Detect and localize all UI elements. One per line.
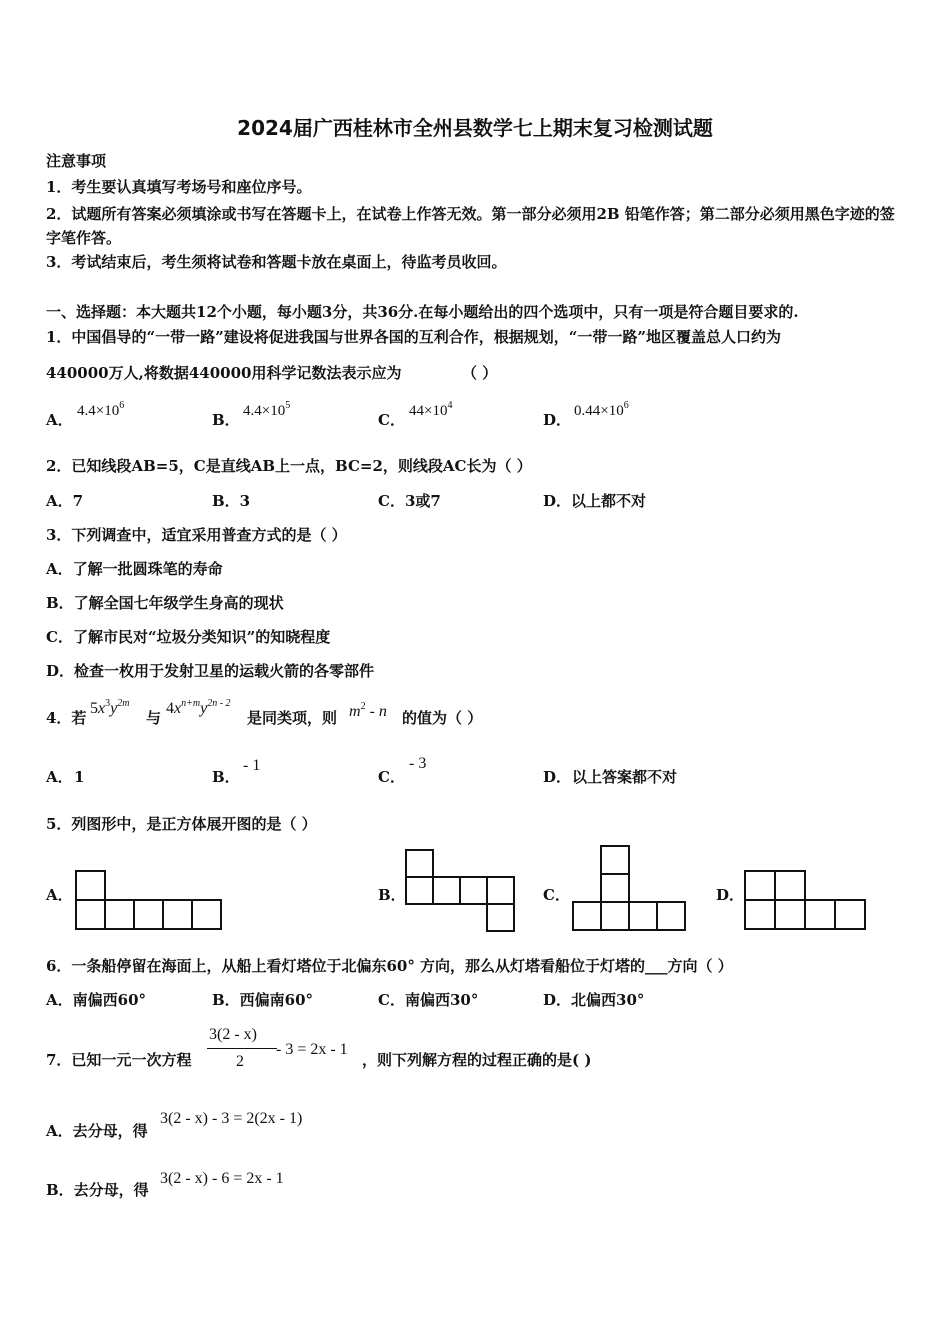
- q1-option-a-label: A．: [46, 411, 73, 429]
- q7-option-a-expr: 3(2 - x) - 3 = 2(2x - 1): [160, 1110, 303, 1127]
- q6-option-a: A．南偏西60°: [46, 991, 147, 1009]
- q5-option-c-net: [571, 844, 689, 934]
- q5-option-a-label: A．: [46, 886, 73, 904]
- q7-suffix: ，则下列解方程的过程正确的是( ): [362, 1051, 592, 1069]
- q2-option-c: C．3或7: [378, 492, 441, 510]
- q5-option-b-label: B．: [378, 886, 406, 904]
- section-heading: 一、选择题：本大题共12个小题，每小题3分，共36分.在每小题给出的四个选项中，只有一项是符合题目要求的.: [46, 303, 799, 321]
- q2-option-a: A．7: [46, 492, 84, 510]
- q4-option-a: 1: [74, 768, 85, 786]
- q6-option-d: D．北偏西30°: [543, 991, 645, 1009]
- q4-prefix: 4．若: [46, 709, 87, 727]
- q1-option-d: $0.44\times 10^6$: [574, 400, 629, 419]
- q4-option-d-label: D．: [543, 768, 572, 786]
- q4-option-b: - 1: [243, 757, 261, 774]
- q7-numerator: 3(2 - x): [209, 1026, 257, 1043]
- q5-option-a-net: [74, 868, 226, 932]
- q6-stem: 6．一条船停留在海面上，从船上看灯塔位于北偏东60° 方向，那么从灯塔看船位于灯塔的___方向（ ）: [46, 957, 733, 975]
- q4-mid: 与: [146, 709, 162, 727]
- q4-suffix: 的值为（ ）: [402, 709, 483, 727]
- q4-option-b-label: B．: [212, 768, 240, 786]
- q6-option-b: B．西偏南60°: [212, 991, 314, 1009]
- q1-option-a: $4.4\times 10^6$: [77, 400, 125, 419]
- q4-option-a-label: A．: [46, 768, 73, 786]
- q7-fraction-bar: [207, 1048, 277, 1049]
- q7-rhs: - 3 = 2x - 1: [276, 1041, 348, 1058]
- notice-item-1: 1．考生要认真填写考场号和座位序号。: [46, 178, 312, 196]
- q4-expression: $m^2$ - n: [349, 701, 387, 720]
- q2-option-b: B．3: [212, 492, 251, 510]
- q4-term1: $5x^3y^{2m}$: [90, 698, 130, 717]
- q3-stem: 3．下列调查中，适宜采用普查方式的是（ ）: [46, 526, 347, 544]
- q5-option-b-net: [404, 848, 516, 934]
- q3-option-b: B．了解全国七年级学生身高的现状: [46, 594, 284, 612]
- q4-mid2: 是同类项，则: [247, 709, 338, 727]
- q2-option-d: D．以上都不对: [543, 492, 647, 510]
- q6-option-c: C．南偏西30°: [378, 991, 479, 1009]
- q7-option-b-expr: 3(2 - x) - 6 = 2x - 1: [160, 1170, 284, 1187]
- notice-item-3: 3．考试结束后，考生须将试卷和答题卡放在桌面上，待监考员收回。: [46, 253, 507, 271]
- q3-option-c: C．了解市民对“垃圾分类知识”的知晓程度: [46, 628, 331, 646]
- q7-option-b-label: B．去分母，得: [46, 1181, 149, 1199]
- q4-option-d: 以上答案都不对: [572, 768, 678, 786]
- q5-option-d-net: [743, 868, 867, 932]
- page-title: 2024届广西桂林市全州县数学七上期末复习检测试题: [237, 116, 713, 140]
- q1-stem-line1: 1．中国倡导的“一带一路”建设将促进我国与世界各国的互利合作，根据规划，“一带一路”地区覆盖总人口约为: [46, 328, 781, 346]
- q1-answer-paren: （ ）: [462, 364, 498, 382]
- q1-stem-line2: 440000万人,将数据440000用科学记数法表示应为: [46, 364, 402, 382]
- q3-option-a: A．了解一批圆珠笔的寿命: [46, 560, 223, 578]
- q7-prefix: 7．已知一元一次方程: [46, 1051, 192, 1069]
- notice-heading: 注意事项: [46, 152, 107, 170]
- q1-option-c: $44\times 10^4$: [409, 400, 453, 419]
- q5-option-d-label: D．: [716, 886, 745, 904]
- q4-term2: $4x^{n+m}y^{2n - 2}$: [166, 698, 231, 717]
- q7-denominator: 2: [236, 1053, 244, 1070]
- q4-option-c-label: C．: [378, 768, 405, 786]
- q1-option-c-label: C．: [378, 411, 405, 429]
- q2-stem: 2．已知线段AB=5，C是直线AB上一点，BC=2，则线段AC长为（ ）: [46, 457, 532, 475]
- q7-option-a-label: A．去分母，得: [46, 1122, 148, 1140]
- q1-option-b: $4.4\times 10^5$: [243, 400, 291, 419]
- q4-option-c: - 3: [409, 755, 427, 772]
- q1-option-d-label: D．: [543, 411, 572, 429]
- q5-stem: 5．列图形中，是正方体展开图的是（ ）: [46, 815, 317, 833]
- q1-option-b-label: B．: [212, 411, 240, 429]
- notice-item-2: 2．试题所有答案必须填涂或书写在答题卡上，在试卷上作答无效。第一部分必须用2B 铅笔作答；第二部分必须用黑色字迹的签字笔作答。: [46, 205, 895, 247]
- q3-option-d: D．检查一枚用于发射卫星的运载火箭的各零部件: [46, 662, 375, 680]
- q5-option-c-label: C．: [543, 886, 570, 904]
